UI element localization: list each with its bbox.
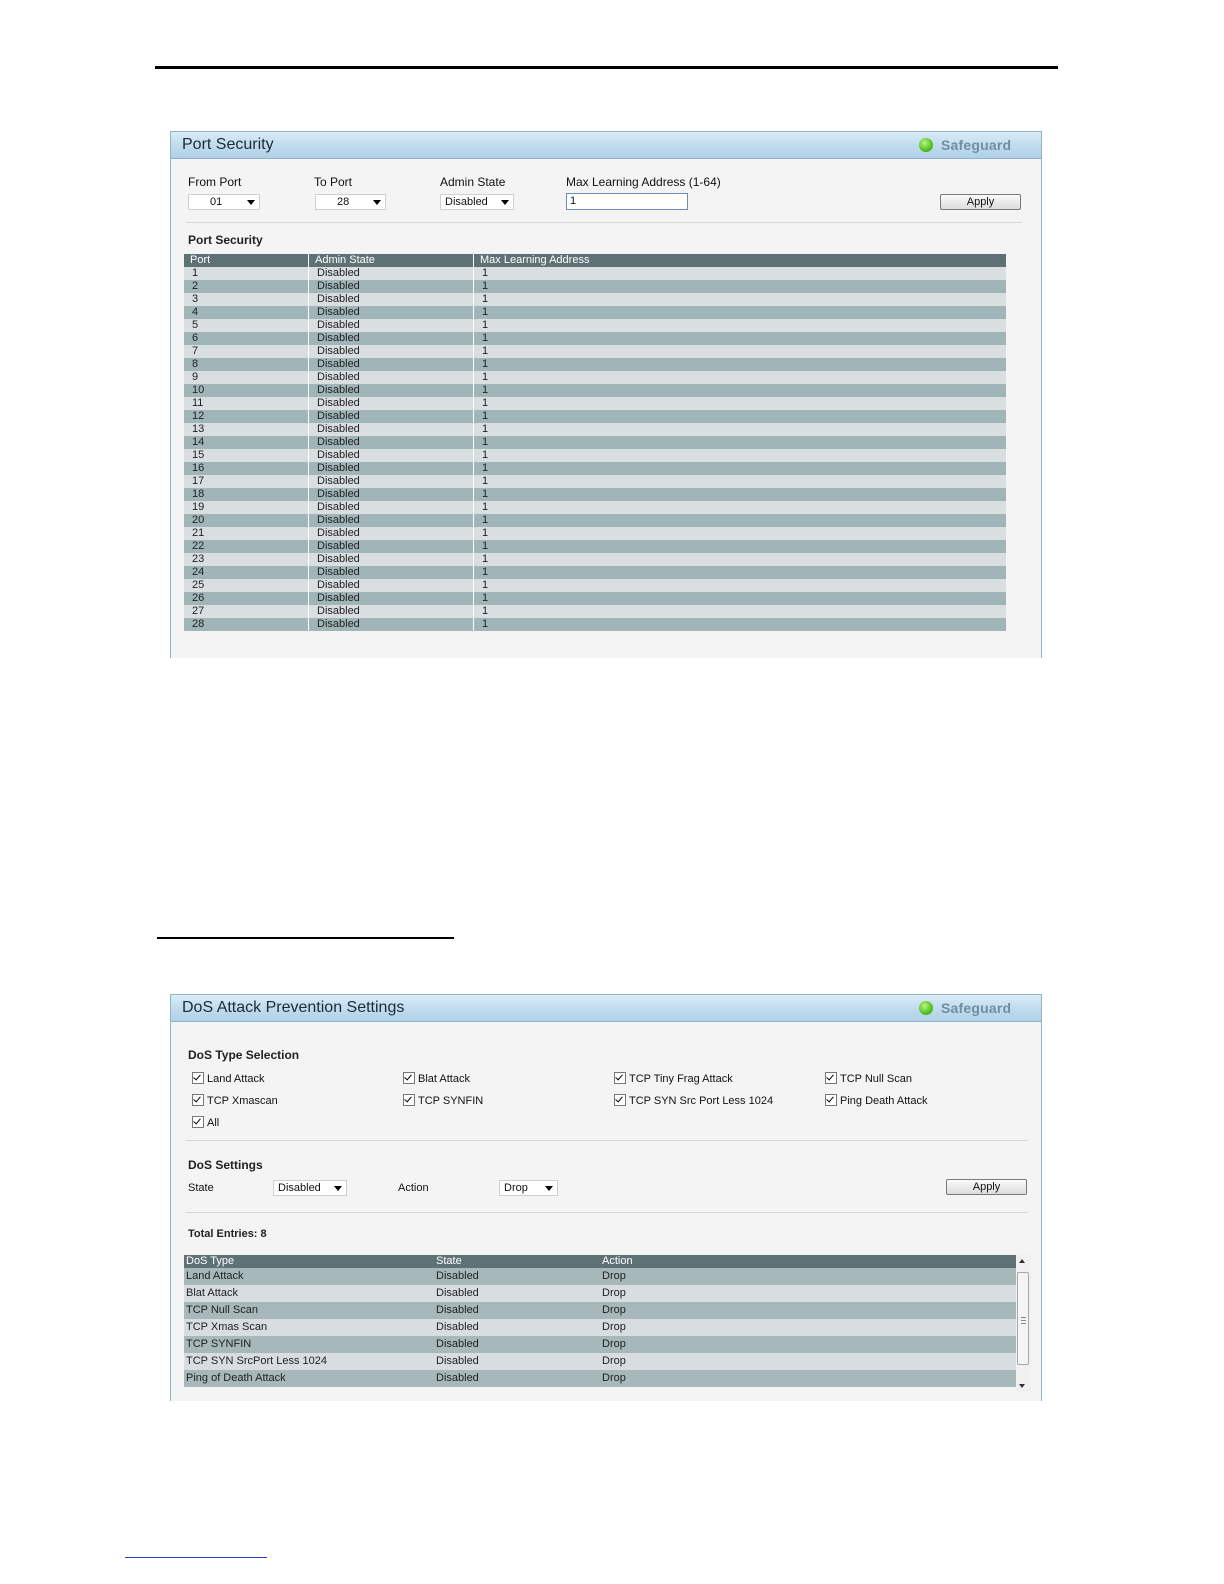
max-learning-cell: 1 [474, 475, 1007, 488]
max-learning-input[interactable] [566, 193, 688, 210]
table-row [184, 306, 1006, 319]
port-cell: 18 [184, 488, 309, 501]
action-cell: Drop [600, 1353, 1016, 1370]
max-learning-cell: 1 [474, 397, 1007, 410]
admin-state-value: Disabled [445, 196, 488, 208]
action-cell: Drop [600, 1285, 1016, 1302]
safeguard-label: Safeguard [941, 137, 1012, 153]
max-learning-cell: 1 [474, 319, 1007, 332]
port-cell: 13 [184, 423, 309, 436]
chevron-down-icon [247, 200, 255, 205]
dos-type-cell: TCP Xmas Scan [184, 1319, 434, 1336]
table-row [184, 436, 1006, 449]
max-learning-cell: 1 [474, 306, 1007, 319]
port-cell: 5 [184, 319, 309, 332]
port-cell: 23 [184, 553, 309, 566]
dos-type-cell: TCP Null Scan [184, 1302, 434, 1319]
admin-state-cell: Disabled [309, 345, 474, 358]
safeguard-status-icon [919, 1001, 933, 1015]
panel-header [171, 995, 1041, 1022]
checkbox-tcp-null-scan[interactable] [825, 1072, 912, 1086]
table-row [184, 319, 1006, 332]
max-learning-cell: 1 [474, 488, 1007, 501]
port-cell: 9 [184, 371, 309, 384]
checkbox-tcp-xmascan[interactable] [192, 1094, 278, 1108]
max-learning-cell: 1 [474, 358, 1007, 371]
action-cell: Drop [600, 1319, 1016, 1336]
port-cell: 19 [184, 501, 309, 514]
table-row [184, 462, 1006, 475]
admin-state-cell: Disabled [309, 384, 474, 397]
checkbox-check-icon[interactable] [192, 1094, 204, 1106]
max-learning-cell: 1 [474, 371, 1007, 384]
action-value: Drop [504, 1182, 528, 1194]
state-cell: Disabled [434, 1302, 600, 1319]
chevron-down-icon [334, 1186, 342, 1191]
checkbox-check-icon[interactable] [403, 1094, 415, 1106]
table-row [184, 1353, 1016, 1370]
port-cell: 17 [184, 475, 309, 488]
action-cell: Drop [600, 1302, 1016, 1319]
port-cell: 14 [184, 436, 309, 449]
table-header-row [184, 254, 1006, 267]
admin-state-cell: Disabled [309, 306, 474, 319]
grip-icon [1021, 1317, 1026, 1324]
max-learning-cell: 1 [474, 449, 1007, 462]
dos-settings-title: DoS Settings [188, 1158, 263, 1172]
table-row [184, 449, 1006, 462]
state-cell: Disabled [434, 1268, 600, 1285]
port-cell: 15 [184, 449, 309, 462]
max-learning-cell: 1 [474, 553, 1007, 566]
table-row [184, 371, 1006, 384]
checkbox-label: All [207, 1117, 220, 1129]
dos-table [184, 1255, 1016, 1387]
max-learning-cell: 1 [474, 410, 1007, 423]
dos-type-cell: Land Attack [184, 1268, 434, 1285]
column-header-action: Action [600, 1255, 1016, 1268]
table-row [184, 1336, 1016, 1353]
admin-state-cell: Disabled [309, 358, 474, 371]
checkbox-label: Blat Attack [418, 1073, 470, 1085]
state-cell: Disabled [434, 1370, 600, 1387]
scrollbar-thumb[interactable] [1017, 1272, 1029, 1365]
max-learning-cell: 1 [474, 540, 1007, 553]
table-row [184, 592, 1006, 605]
admin-state-cell: Disabled [309, 436, 474, 449]
port-cell: 1 [184, 267, 309, 280]
checkbox-tcp-synfin[interactable] [403, 1094, 483, 1108]
table-row [184, 384, 1006, 397]
table-row [184, 345, 1006, 358]
state-cell: Disabled [434, 1353, 600, 1370]
to-port-value: 28 [337, 196, 350, 208]
state-select[interactable] [273, 1180, 347, 1196]
admin-state-cell: Disabled [309, 618, 474, 631]
checkbox-blat-attack[interactable] [403, 1072, 470, 1086]
safeguard-status-icon [919, 138, 933, 152]
table-row [184, 423, 1006, 436]
safeguard-label: Safeguard [941, 1000, 1012, 1016]
table-row [184, 579, 1006, 592]
dos-type-cell: Ping of Death Attack [184, 1370, 434, 1387]
admin-state-cell: Disabled [309, 540, 474, 553]
column-header-port: Port [184, 254, 309, 267]
action-cell: Drop [600, 1370, 1016, 1387]
dos-type-cell: TCP SYNFIN [184, 1336, 434, 1353]
from-port-label: From Port [188, 175, 242, 189]
action-label: Action [398, 1182, 429, 1194]
admin-state-cell: Disabled [309, 462, 474, 475]
max-learning-cell: 1 [474, 462, 1007, 475]
scroll-down-arrow-icon[interactable] [1019, 1384, 1025, 1388]
table-row [184, 1370, 1016, 1387]
table-row [184, 1319, 1016, 1336]
checkbox-label: TCP Xmascan [207, 1095, 278, 1107]
state-value: Disabled [278, 1182, 321, 1194]
divider [186, 222, 1022, 223]
table-row [184, 553, 1006, 566]
admin-state-cell: Disabled [309, 527, 474, 540]
max-learning-cell: 1 [474, 267, 1007, 280]
table-row [184, 501, 1006, 514]
checkbox-all[interactable] [192, 1116, 219, 1130]
port-cell: 8 [184, 358, 309, 371]
max-learning-cell: 1 [474, 501, 1007, 514]
dos-type-selection-title: DoS Type Selection [188, 1048, 300, 1062]
page-top-rule [155, 66, 1058, 69]
panel-header [171, 132, 1041, 159]
admin-state-cell: Disabled [309, 579, 474, 592]
checkbox-check-icon[interactable] [192, 1116, 204, 1128]
section-underline [157, 937, 454, 939]
max-learning-cell: 1 [474, 384, 1007, 397]
table-row [184, 1285, 1016, 1302]
table-row [184, 488, 1006, 501]
max-learning-cell: 1 [474, 592, 1007, 605]
column-header-dos-type: DoS Type [184, 1255, 434, 1268]
max-learning-cell: 1 [474, 605, 1007, 618]
panel-title: Port Security [182, 136, 274, 153]
apply-button[interactable]: Apply [946, 1179, 1027, 1195]
port-cell: 28 [184, 618, 309, 631]
checkbox-label: TCP SYNFIN [418, 1095, 484, 1107]
checkbox-check-icon[interactable] [825, 1072, 837, 1084]
max-learning-value: 1 [570, 195, 577, 207]
port-cell: 2 [184, 280, 309, 293]
max-learning-cell: 1 [474, 527, 1007, 540]
table-row [184, 1268, 1016, 1285]
table-row [184, 267, 1006, 280]
state-cell: Disabled [434, 1319, 600, 1336]
admin-state-cell: Disabled [309, 501, 474, 514]
checkbox-ping-death[interactable] [825, 1094, 927, 1108]
admin-state-cell: Disabled [309, 280, 474, 293]
admin-state-cell: Disabled [309, 332, 474, 345]
max-learning-cell: 1 [474, 514, 1007, 527]
table-row [184, 475, 1006, 488]
action-cell: Drop [600, 1336, 1016, 1353]
admin-state-cell: Disabled [309, 423, 474, 436]
state-cell: Disabled [434, 1285, 600, 1302]
from-port-select[interactable] [188, 194, 260, 210]
table-row [184, 280, 1006, 293]
max-learning-cell: 1 [474, 436, 1007, 449]
table-row [184, 514, 1006, 527]
admin-state-cell: Disabled [309, 410, 474, 423]
to-port-label: To Port [314, 175, 353, 189]
max-learning-cell: 1 [474, 423, 1007, 436]
checkbox-check-icon[interactable] [825, 1094, 837, 1106]
checkbox-label: Land Attack [207, 1073, 265, 1085]
port-cell: 20 [184, 514, 309, 527]
apply-button[interactable]: Apply [940, 194, 1021, 210]
table-row [184, 527, 1006, 540]
checkbox-check-icon[interactable] [614, 1072, 626, 1084]
max-learning-cell: 1 [474, 566, 1007, 579]
table-header-row [184, 1255, 1016, 1268]
port-cell: 11 [184, 397, 309, 410]
divider [186, 1212, 1028, 1213]
to-port-select[interactable] [315, 194, 386, 210]
max-learning-cell: 1 [474, 579, 1007, 592]
admin-state-cell: Disabled [309, 267, 474, 280]
scroll-up-arrow-icon[interactable] [1019, 1259, 1025, 1263]
column-header-state: State [434, 1255, 600, 1268]
chevron-down-icon [501, 200, 509, 205]
admin-state-cell: Disabled [309, 514, 474, 527]
port-cell: 10 [184, 384, 309, 397]
table-row [184, 566, 1006, 579]
action-cell: Drop [600, 1268, 1016, 1285]
port-cell: 7 [184, 345, 309, 358]
admin-state-cell: Disabled [309, 371, 474, 384]
table-row [184, 1302, 1016, 1319]
from-port-value: 01 [210, 196, 223, 208]
port-security-table [184, 254, 1006, 631]
port-cell: 16 [184, 462, 309, 475]
admin-state-cell: Disabled [309, 605, 474, 618]
section-title: Port Security [188, 233, 263, 247]
column-header-admin-state: Admin State [309, 254, 474, 267]
checkbox-tcp-syn-src-port[interactable] [614, 1094, 773, 1108]
port-cell: 12 [184, 410, 309, 423]
divider [186, 1140, 1028, 1141]
max-learning-cell: 1 [474, 618, 1007, 631]
checkbox-check-icon[interactable] [614, 1094, 626, 1106]
checkbox-check-icon[interactable] [403, 1072, 415, 1084]
admin-state-cell: Disabled [309, 293, 474, 306]
footer-link-underline [125, 1557, 267, 1558]
admin-state-cell: Disabled [309, 397, 474, 410]
table-row [184, 397, 1006, 410]
checkbox-tcp-tiny-frag[interactable] [614, 1072, 733, 1086]
checkbox-label: TCP Null Scan [840, 1073, 912, 1085]
table-scrollbar[interactable] [1016, 1255, 1031, 1392]
port-cell: 4 [184, 306, 309, 319]
port-cell: 21 [184, 527, 309, 540]
table-row [184, 540, 1006, 553]
port-cell: 22 [184, 540, 309, 553]
admin-state-cell: Disabled [309, 475, 474, 488]
checkbox-label: TCP SYN Src Port Less 1024 [629, 1095, 774, 1107]
admin-state-cell: Disabled [309, 488, 474, 501]
max-learning-cell: 1 [474, 332, 1007, 345]
table-row [184, 358, 1006, 371]
admin-state-cell: Disabled [309, 566, 474, 579]
chevron-down-icon [545, 1186, 553, 1191]
checkbox-label: TCP Tiny Frag Attack [629, 1073, 733, 1085]
admin-state-select[interactable] [440, 194, 514, 210]
chevron-down-icon [373, 200, 381, 205]
state-label: State [188, 1182, 214, 1194]
port-cell: 24 [184, 566, 309, 579]
table-row [184, 618, 1006, 631]
action-select[interactable] [499, 1180, 558, 1196]
port-cell: 25 [184, 579, 309, 592]
total-entries: Total Entries: 8 [188, 1228, 267, 1240]
table-row [184, 605, 1006, 618]
port-cell: 3 [184, 293, 309, 306]
admin-state-cell: Disabled [309, 553, 474, 566]
port-cell: 27 [184, 605, 309, 618]
max-learning-cell: 1 [474, 293, 1007, 306]
max-learning-cell: 1 [474, 280, 1007, 293]
table-row [184, 332, 1006, 345]
admin-state-cell: Disabled [309, 592, 474, 605]
admin-state-cell: Disabled [309, 319, 474, 332]
checkbox-check-icon[interactable] [192, 1072, 204, 1084]
table-row [184, 410, 1006, 423]
table-row [184, 293, 1006, 306]
port-cell: 26 [184, 592, 309, 605]
max-learning-cell: 1 [474, 345, 1007, 358]
admin-state-cell: Disabled [309, 449, 474, 462]
dos-type-cell: Blat Attack [184, 1285, 434, 1302]
dos-type-cell: TCP SYN SrcPort Less 1024 [184, 1353, 434, 1370]
max-learning-label: Max Learning Address (1-64) [566, 175, 721, 189]
panel-title: DoS Attack Prevention Settings [182, 999, 405, 1016]
checkbox-land-attack[interactable] [192, 1072, 265, 1086]
admin-state-label: Admin State [440, 175, 506, 189]
state-cell: Disabled [434, 1336, 600, 1353]
checkbox-label: Ping Death Attack [840, 1095, 928, 1107]
port-cell: 6 [184, 332, 309, 345]
column-header-max-learning: Max Learning Address [474, 254, 1007, 267]
